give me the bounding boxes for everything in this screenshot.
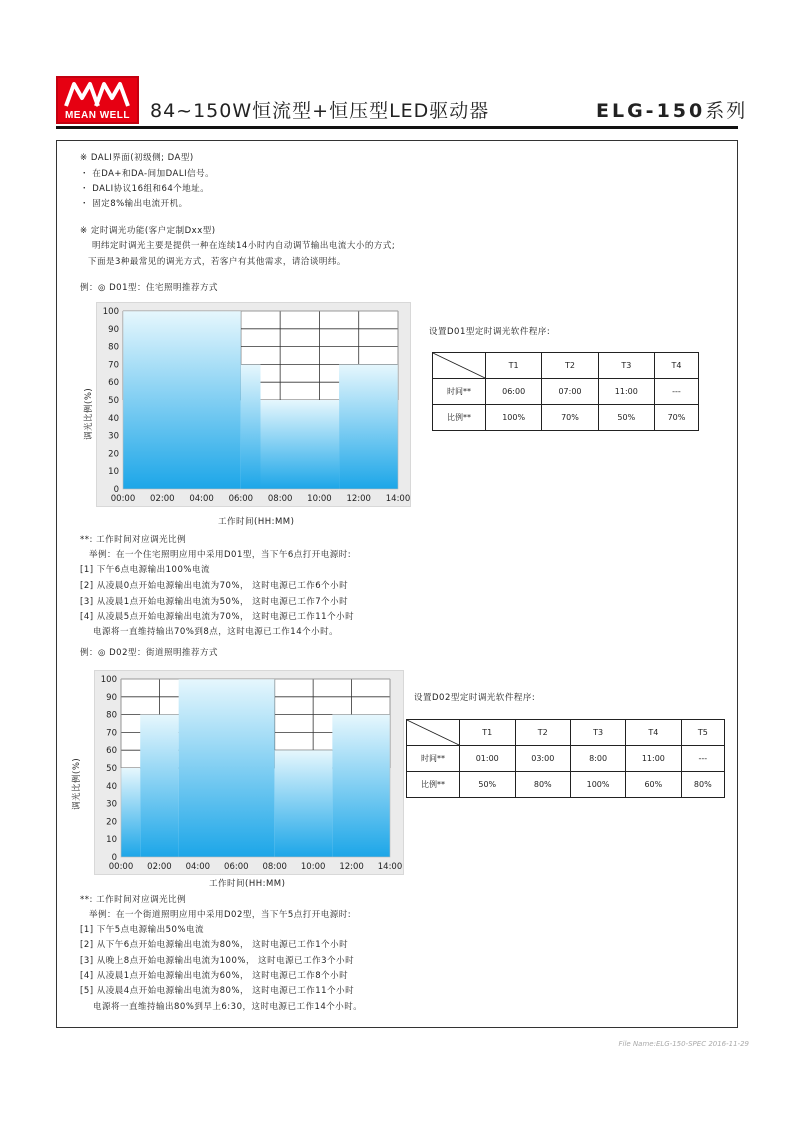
y-tick-label: 50 — [106, 764, 117, 774]
x-tick-label: 04:00 — [185, 862, 211, 872]
dimming-step — [332, 715, 390, 857]
y-tick-label: 30 — [108, 431, 119, 442]
dali-heading: ※ DALI界面(初级侧; DA型) — [80, 153, 194, 163]
table-diagonal-cell — [433, 353, 486, 379]
dimming-chart-d02 — [94, 670, 404, 875]
program-label: 设置D01型定时调光软件程序: — [429, 327, 551, 337]
program-label: 设置D02型定时调光软件程序: — [414, 693, 536, 703]
note-line: 举例：在一个街道照明应用中采用D02型，当下午5点打开电源时: — [89, 910, 352, 920]
table-row-label: 比例** — [407, 772, 460, 798]
mean-well-logo — [56, 76, 139, 124]
dimming-step — [179, 679, 275, 857]
page-title: 84~150W恒流型+恒压型LED驱动器 — [150, 100, 490, 122]
table-cell: 70% — [542, 405, 598, 431]
y-tick-label: 10 — [108, 467, 119, 478]
table-header-cell: T2 — [542, 353, 598, 379]
x-tick-label: 00:00 — [108, 862, 134, 872]
table-row — [407, 772, 725, 798]
timer-desc: 明纬定时调光主要是提供一种在连续14小时内自动调节输出电流大小的方式; — [92, 241, 396, 251]
dimming-step — [123, 311, 241, 489]
note-line: [5] 从凌晨4点开始电源输出电流为80%， 这时电源已工作11个小时 — [80, 986, 355, 996]
y-tick-label: 40 — [108, 413, 119, 424]
header-rule — [56, 126, 738, 129]
x-tick-label: 08:00 — [267, 494, 293, 504]
example-title: 例：◎ D01型：住宅照明推荐方式 — [80, 283, 218, 293]
timer-program-table — [406, 719, 725, 798]
dimming-step — [121, 768, 140, 857]
table-row — [433, 379, 699, 405]
timer-heading: ※ 定时调光功能(客户定制Dxx型) — [80, 226, 216, 236]
table-row-label: 时间** — [407, 746, 460, 772]
table-cell: 01:00 — [460, 746, 516, 772]
note-line: [4] 从凌晨5点开始电源输出电流为70%， 这时电源已工作11个小时 — [80, 612, 355, 622]
table-cell: 06:00 — [486, 379, 542, 405]
y-tick-label: 90 — [108, 324, 119, 335]
table-cell: --- — [654, 379, 698, 405]
table-header-cell: T1 — [460, 720, 516, 746]
table-header-cell: T3 — [571, 720, 626, 746]
table-cell: 100% — [486, 405, 542, 431]
chart-container — [96, 302, 411, 507]
dimming-chart-d01 — [96, 302, 411, 507]
logo-text: MEAN WELL — [64, 110, 131, 121]
table-cell: 11:00 — [626, 746, 682, 772]
y-tick-label: 60 — [106, 746, 117, 757]
x-tick-label: 02:00 — [150, 494, 175, 504]
note-line: **: 工作时间对应调光比例 — [80, 535, 187, 545]
x-tick-label: 14:00 — [385, 494, 411, 504]
y-tick-label: 70 — [106, 728, 117, 739]
table-cell: 50% — [460, 772, 516, 798]
chart-xlabel: 工作时间(HH:MM) — [218, 517, 295, 527]
chart-xlabel: 工作时间(HH:MM) — [209, 879, 286, 889]
y-tick-label: 60 — [108, 378, 119, 389]
table-cell: 11:00 — [598, 379, 654, 405]
note-line: [3] 从晚上8点开始电源输出电流为100%， 这时电源已工作3个小时 — [80, 956, 355, 966]
table-header-cell: T1 — [486, 353, 542, 379]
y-tick-label: 30 — [106, 799, 117, 810]
chart-container — [94, 670, 404, 875]
y-tick-label: 20 — [106, 817, 117, 828]
y-tick-label: 100 — [100, 675, 117, 685]
table-row — [407, 746, 725, 772]
dimming-step — [140, 715, 178, 857]
table-cell: 07:00 — [542, 379, 598, 405]
series-model: ELG-150 — [596, 100, 706, 122]
x-tick-label: 08:00 — [262, 862, 287, 872]
y-tick-label: 0 — [113, 485, 119, 495]
x-tick-label: 02:00 — [147, 862, 172, 872]
table-header-cell: T5 — [681, 720, 724, 746]
table-cell: 100% — [571, 772, 626, 798]
table-cell: 03:00 — [515, 746, 571, 772]
chart-ylabel: 调光比例(%) — [84, 387, 94, 440]
dimming-step — [275, 750, 333, 857]
dali-bullet: ・ DALI协议16组和64个地址。 — [80, 184, 210, 194]
y-tick-label: 70 — [108, 360, 119, 371]
note-line: [1] 下午5点电源输出50%电流 — [80, 925, 205, 935]
x-tick-label: 06:00 — [224, 862, 249, 872]
x-tick-label: 10:00 — [307, 494, 332, 504]
series-name — [596, 96, 747, 123]
table-diagonal-cell — [407, 720, 460, 746]
table-cell: 70% — [654, 405, 698, 431]
x-tick-label: 12:00 — [346, 494, 371, 504]
example-title: 例：◎ D02型：街道照明推荐方式 — [80, 648, 218, 658]
table-header-cell: T3 — [598, 353, 654, 379]
x-tick-label: 10:00 — [300, 862, 326, 872]
y-tick-label: 0 — [111, 853, 117, 863]
note-line: 电源将一直维持输出70%到8点，这时电源已工作14个小时。 — [93, 627, 339, 637]
dali-bullet: ・ 固定8%输出电流开机。 — [80, 199, 188, 209]
table-cell: 8:00 — [571, 746, 626, 772]
note-line: 电源将一直维持输出80%到早上6:30，这时电源已工作14个小时。 — [93, 1002, 363, 1012]
x-tick-label: 06:00 — [228, 494, 254, 504]
y-tick-label: 90 — [106, 692, 117, 703]
x-tick-label: 12:00 — [339, 862, 364, 872]
table-header-cell: T4 — [654, 353, 698, 379]
y-tick-label: 40 — [106, 781, 117, 792]
note-line: [3] 从凌晨1点开始电源输出电流为50%， 这时电源已工作7个小时 — [80, 597, 349, 607]
note-line: [2] 从下午6点开始电源输出电流为80%， 这时电源已工作1个小时 — [80, 940, 349, 950]
table-row-label: 比例** — [433, 405, 486, 431]
x-tick-label: 04:00 — [189, 494, 214, 504]
y-tick-label: 80 — [108, 342, 119, 353]
dimming-step — [241, 364, 261, 489]
note-line: [1] 下午6点电源输出100%电流 — [80, 565, 210, 575]
dimming-step — [261, 400, 340, 489]
x-tick-label: 00:00 — [110, 494, 136, 504]
table-cell: 80% — [681, 772, 724, 798]
dimming-step — [339, 364, 398, 489]
y-tick-label: 100 — [102, 307, 119, 317]
table-cell: --- — [681, 746, 724, 772]
y-tick-label: 20 — [108, 449, 119, 460]
note-line: [4] 从凌晨1点开始电源输出电流为60%， 这时电源已工作8个小时 — [80, 971, 349, 981]
x-tick-label: 14:00 — [377, 862, 403, 872]
note-line: **: 工作时间对应调光比例 — [80, 895, 187, 905]
dali-bullet: ・ 在DA+和DA-间加DALI信号。 — [80, 169, 215, 179]
mw-logo-mark — [62, 80, 134, 110]
note-line: [2] 从凌晨0点开始电源输出电流为70%， 这时电源已工作6个小时 — [80, 581, 349, 591]
note-line: 举例：在一个住宅照明应用中采用D01型，当下午6点打开电源时: — [89, 550, 352, 560]
table-row-label: 时间** — [433, 379, 486, 405]
y-tick-label: 50 — [108, 396, 119, 406]
table-row — [433, 405, 699, 431]
table-header-cell: T2 — [515, 720, 571, 746]
timer-program-table — [432, 352, 699, 431]
y-tick-label: 10 — [106, 835, 117, 846]
table-header-cell: T4 — [626, 720, 682, 746]
table-cell: 80% — [515, 772, 571, 798]
file-name-footer: File Name:ELG-150-SPEC 2016-11-29 — [618, 1040, 749, 1048]
y-tick-label: 80 — [106, 710, 117, 721]
chart-ylabel: 调光比例(%) — [72, 757, 82, 810]
table-cell: 60% — [626, 772, 682, 798]
timer-desc: 下面是3种最常见的调光方式，若客户有其他需求，请洽谈明纬。 — [88, 257, 346, 267]
table-cell: 50% — [598, 405, 654, 431]
series-suffix: 系列 — [705, 100, 748, 122]
